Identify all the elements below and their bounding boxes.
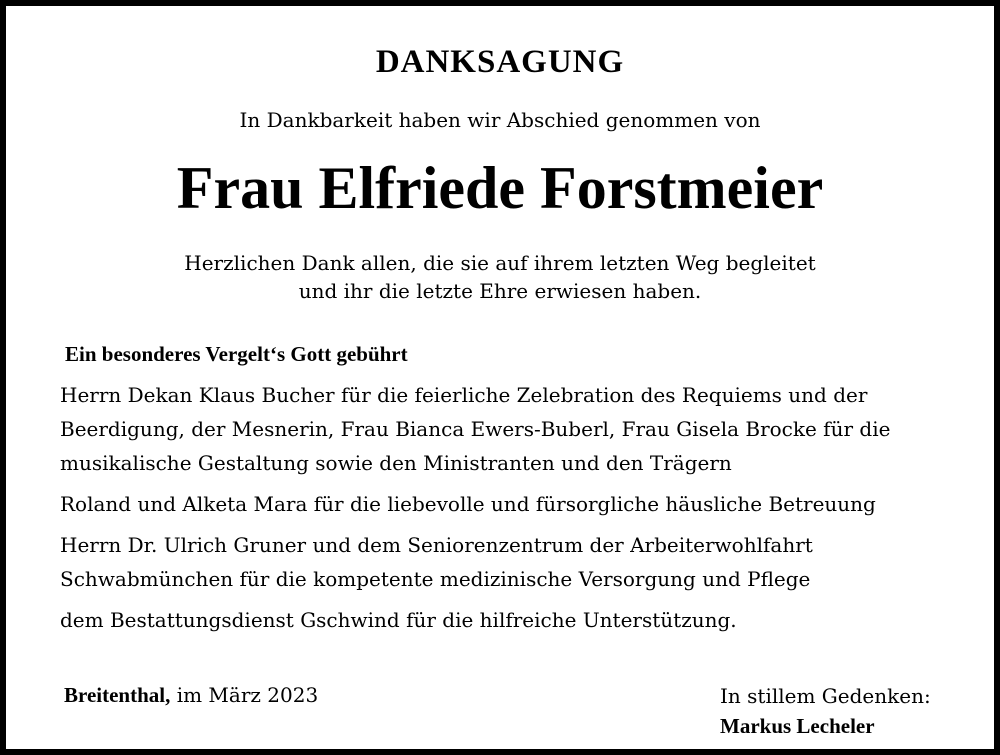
signature-block bbox=[720, 681, 931, 741]
deceased-name: Frau Elfriede Forstmeier bbox=[176, 155, 824, 221]
thanks-paragraph bbox=[6, 249, 994, 305]
acknowledgement-item bbox=[60, 528, 970, 596]
thanks-line: Herzlichen Dank allen, die sie auf ihrem letzten Weg begleitet bbox=[184, 251, 816, 275]
acknowledgement-line: Herrn Dr. Ulrich Gruner und dem Seniorenzentrum der Arbeiterwohlfahrt bbox=[60, 533, 813, 557]
acknowledgement-list bbox=[60, 378, 970, 644]
acknowledgement-line: Schwabmünchen für die kompetente medizinische Versorgung und Pflege bbox=[60, 567, 811, 591]
intro-text: In Dankbarkeit haben wir Abschied genommen von bbox=[239, 108, 761, 132]
notice-heading: DANKSAGUNG bbox=[375, 44, 625, 80]
closing-text: In stillem Gedenken: bbox=[720, 684, 931, 708]
date-text: im März 2023 bbox=[170, 683, 319, 707]
acknowledgement-line: Herrn Dekan Klaus Bucher für die feierliche Zelebration des Requiems und der bbox=[60, 383, 868, 407]
thanks-line: und ihr die letzte Ehre erwiesen haben. bbox=[298, 279, 702, 303]
acknowledgement-line: musikalische Gestaltung sowie den Ministranten und den Trägern bbox=[60, 451, 732, 475]
place-name: Breitenthal, bbox=[64, 683, 171, 707]
acknowledgement-line: Beerdigung, der Mesnerin, Frau Bianca Ewers-Buberl, Frau Gisela Brocke für die bbox=[60, 417, 891, 441]
signer-name: Markus Lecheler bbox=[720, 714, 875, 738]
acknowledgement-item bbox=[60, 378, 970, 480]
special-thanks-heading: Ein besonderes Vergelt‘s Gott gebührt bbox=[65, 342, 408, 366]
place-and-date bbox=[64, 683, 318, 708]
acknowledgement-item bbox=[60, 603, 970, 637]
acknowledgement-line: Roland und Alketa Mara für die liebevolle und fürsorgliche häusliche Betreuung bbox=[60, 492, 876, 516]
acknowledgement-item bbox=[60, 487, 970, 521]
acknowledgement-line: dem Bestattungsdienst Gschwind für die hilfreiche Unterstützung. bbox=[60, 608, 737, 632]
